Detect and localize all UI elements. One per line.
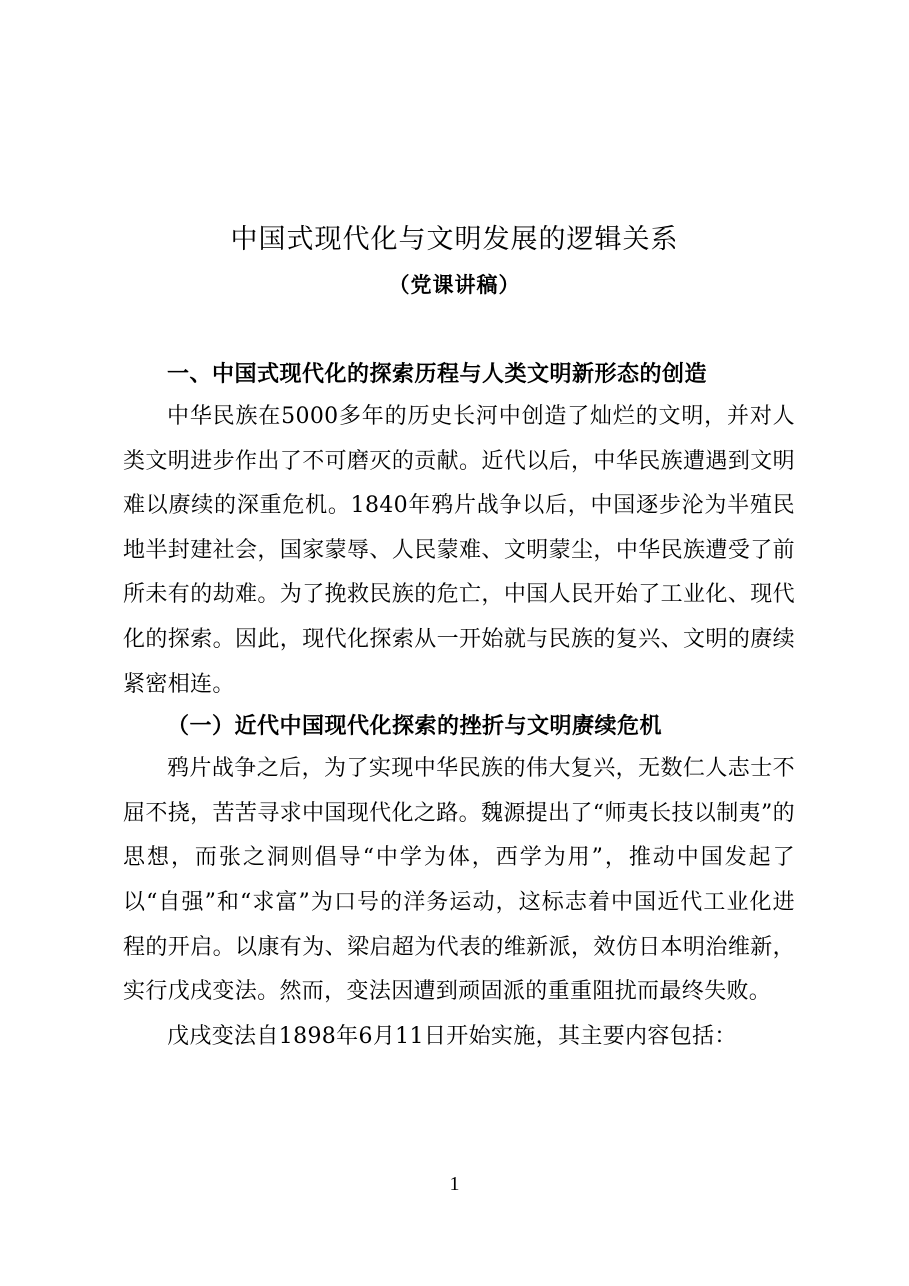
subsection-heading: （一）近代中国现代化探索的挫折与文明赓续危机 (167, 714, 663, 740)
section-paragraph: 中华民族在5000多年的历史长河中创造了灿烂的文明，并对人类文明进步作出了不可磨灭的贡献。近代以后，中华民族遭遇到文明难以赓续的深重危机。1840年鸦片战争以后，中国逐步沦为半殖民地半封建社会，国家蒙辱、人民蒙难、文明蒙尘，中华民族遭受了前所未有的劫难。为了挽救民族的危亡，中国人民开始了工业化、现代化的探索。因此，现代化探索从一开始就与民族的复兴、文明的赓续紧密相连。 (123, 404, 795, 697)
subsection-paragraph-1: 鸦片战争之后，为了实现中华民族的伟大复兴，无数仁人志士不屈不挠，苦苦寻求中国现代化之路。魏源提出了“师夷长技以制夷”的思想，而张之洞则倡导“中学为体，西学为用”，推动中国发起了以“自强”和“求富”为口号的洋务运动，这标志着中国近代工业化进程的开启。以康有为、梁启超为代表的维新派，效仿日本明治维新，实行戊戌变法。然而，变法因遭到顽固派的重重阻扰而最终失败。 (123, 756, 795, 1005)
section-heading: 一、中国式现代化的探索历程与人类文明新形态的创造 (167, 362, 708, 387)
document-title: 中国式现代化与文明发展的逻辑关系 (230, 224, 679, 255)
document-subtitle: （党课讲稿） (388, 273, 521, 297)
subsection-paragraph-2: 戊戌变法自1898年6月11日开始实施，其主要内容包括： (167, 1023, 737, 1049)
page-number: 1 (449, 1173, 460, 1195)
document-body (123, 355, 795, 1059)
